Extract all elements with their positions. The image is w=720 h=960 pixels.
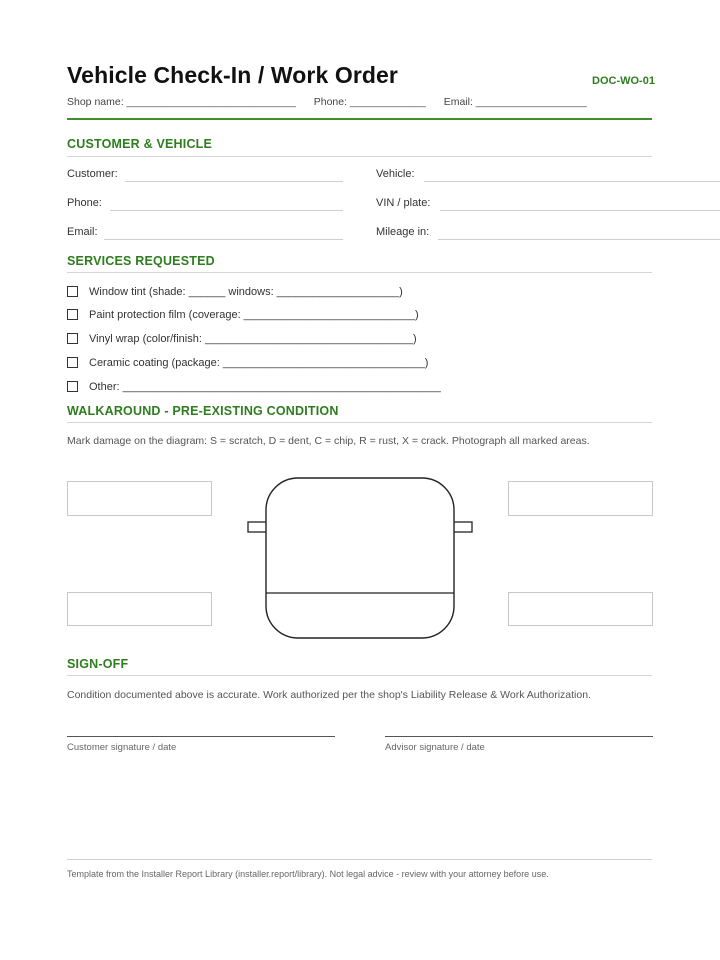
note-box-bottom-right[interactable] [508, 592, 653, 626]
service-vinyl-wrap-label: Vinyl wrap (color/finish: __________________________________) [89, 333, 417, 345]
walkaround-instructions: Mark damage on the diagram: S = scratch, D = dent, C = chip, R = rust, X = crack. Photograph all marked areas. [67, 435, 590, 447]
vin-plate-field[interactable] [440, 210, 720, 211]
note-box-top-right[interactable] [508, 481, 653, 516]
customer-label: Customer: [67, 168, 118, 180]
section-heading-customer-vehicle: CUSTOMER & VEHICLE [67, 137, 213, 151]
vehicle-diagram[interactable] [245, 474, 475, 644]
checkbox-paint-protection-film[interactable] [67, 309, 78, 320]
checkbox-vinyl-wrap[interactable] [67, 333, 78, 344]
section-divider [67, 272, 652, 273]
checkbox-window-tint[interactable] [67, 286, 78, 297]
diagram-car-body [266, 478, 454, 638]
phone-field[interactable] [110, 210, 343, 211]
section-heading-walkaround: WALKAROUND - PRE-EXISTING CONDITION [67, 404, 339, 418]
note-box-top-left[interactable] [67, 481, 212, 516]
service-ppf-label: Paint protection film (coverage: ____________________________) [89, 309, 419, 321]
page-title: Vehicle Check-In / Work Order [67, 62, 398, 88]
note-box-bottom-left[interactable] [67, 592, 212, 626]
phone-label: Phone: [67, 197, 102, 209]
customer-field[interactable] [125, 181, 343, 182]
shop-phone-field[interactable]: Phone: _____________ [313, 96, 426, 108]
email-field[interactable] [104, 239, 343, 240]
vin-plate-label: VIN / plate: [376, 197, 431, 209]
shop-name-field[interactable]: Shop name: _____________________________ [67, 96, 296, 108]
checkbox-other[interactable] [67, 381, 78, 392]
email-label: Email: [67, 226, 98, 238]
footer-divider [67, 859, 652, 860]
header-divider [67, 118, 652, 120]
section-divider [67, 675, 652, 676]
service-other-label: Other: ____________________________________________________ [89, 381, 441, 393]
mileage-in-field[interactable] [438, 239, 720, 240]
customer-signature-line[interactable] [67, 736, 335, 737]
shop-email-field[interactable]: Email: ___________________ [443, 96, 587, 108]
service-ceramic-coating-label: Ceramic coating (package: _________________________________) [89, 357, 429, 369]
section-divider [67, 156, 652, 157]
vehicle-field[interactable] [424, 181, 720, 182]
customer-signature-label: Customer signature / date [67, 742, 177, 753]
vehicle-label: Vehicle: [376, 168, 415, 180]
section-heading-signoff: SIGN-OFF [67, 657, 129, 671]
checkbox-ceramic-coating[interactable] [67, 357, 78, 368]
advisor-signature-label: Advisor signature / date [385, 742, 485, 753]
shop-info-line [67, 96, 587, 108]
section-divider [67, 422, 652, 423]
footer-text: Template from the Installer Report Library (installer.report/library). Not legal advice - review with your attorney before use. [67, 869, 549, 879]
signoff-statement: Condition documented above is accurate. Work authorized per the shop's Liability Release & Work Authorization. [67, 689, 591, 701]
document-id: DOC-WO-01 [592, 75, 655, 87]
mileage-in-label: Mileage in: [376, 226, 430, 238]
section-heading-services: SERVICES REQUESTED [67, 254, 215, 268]
advisor-signature-line[interactable] [385, 736, 653, 737]
service-window-tint-label: Window tint (shade: ______ windows: ____________________) [89, 286, 403, 298]
